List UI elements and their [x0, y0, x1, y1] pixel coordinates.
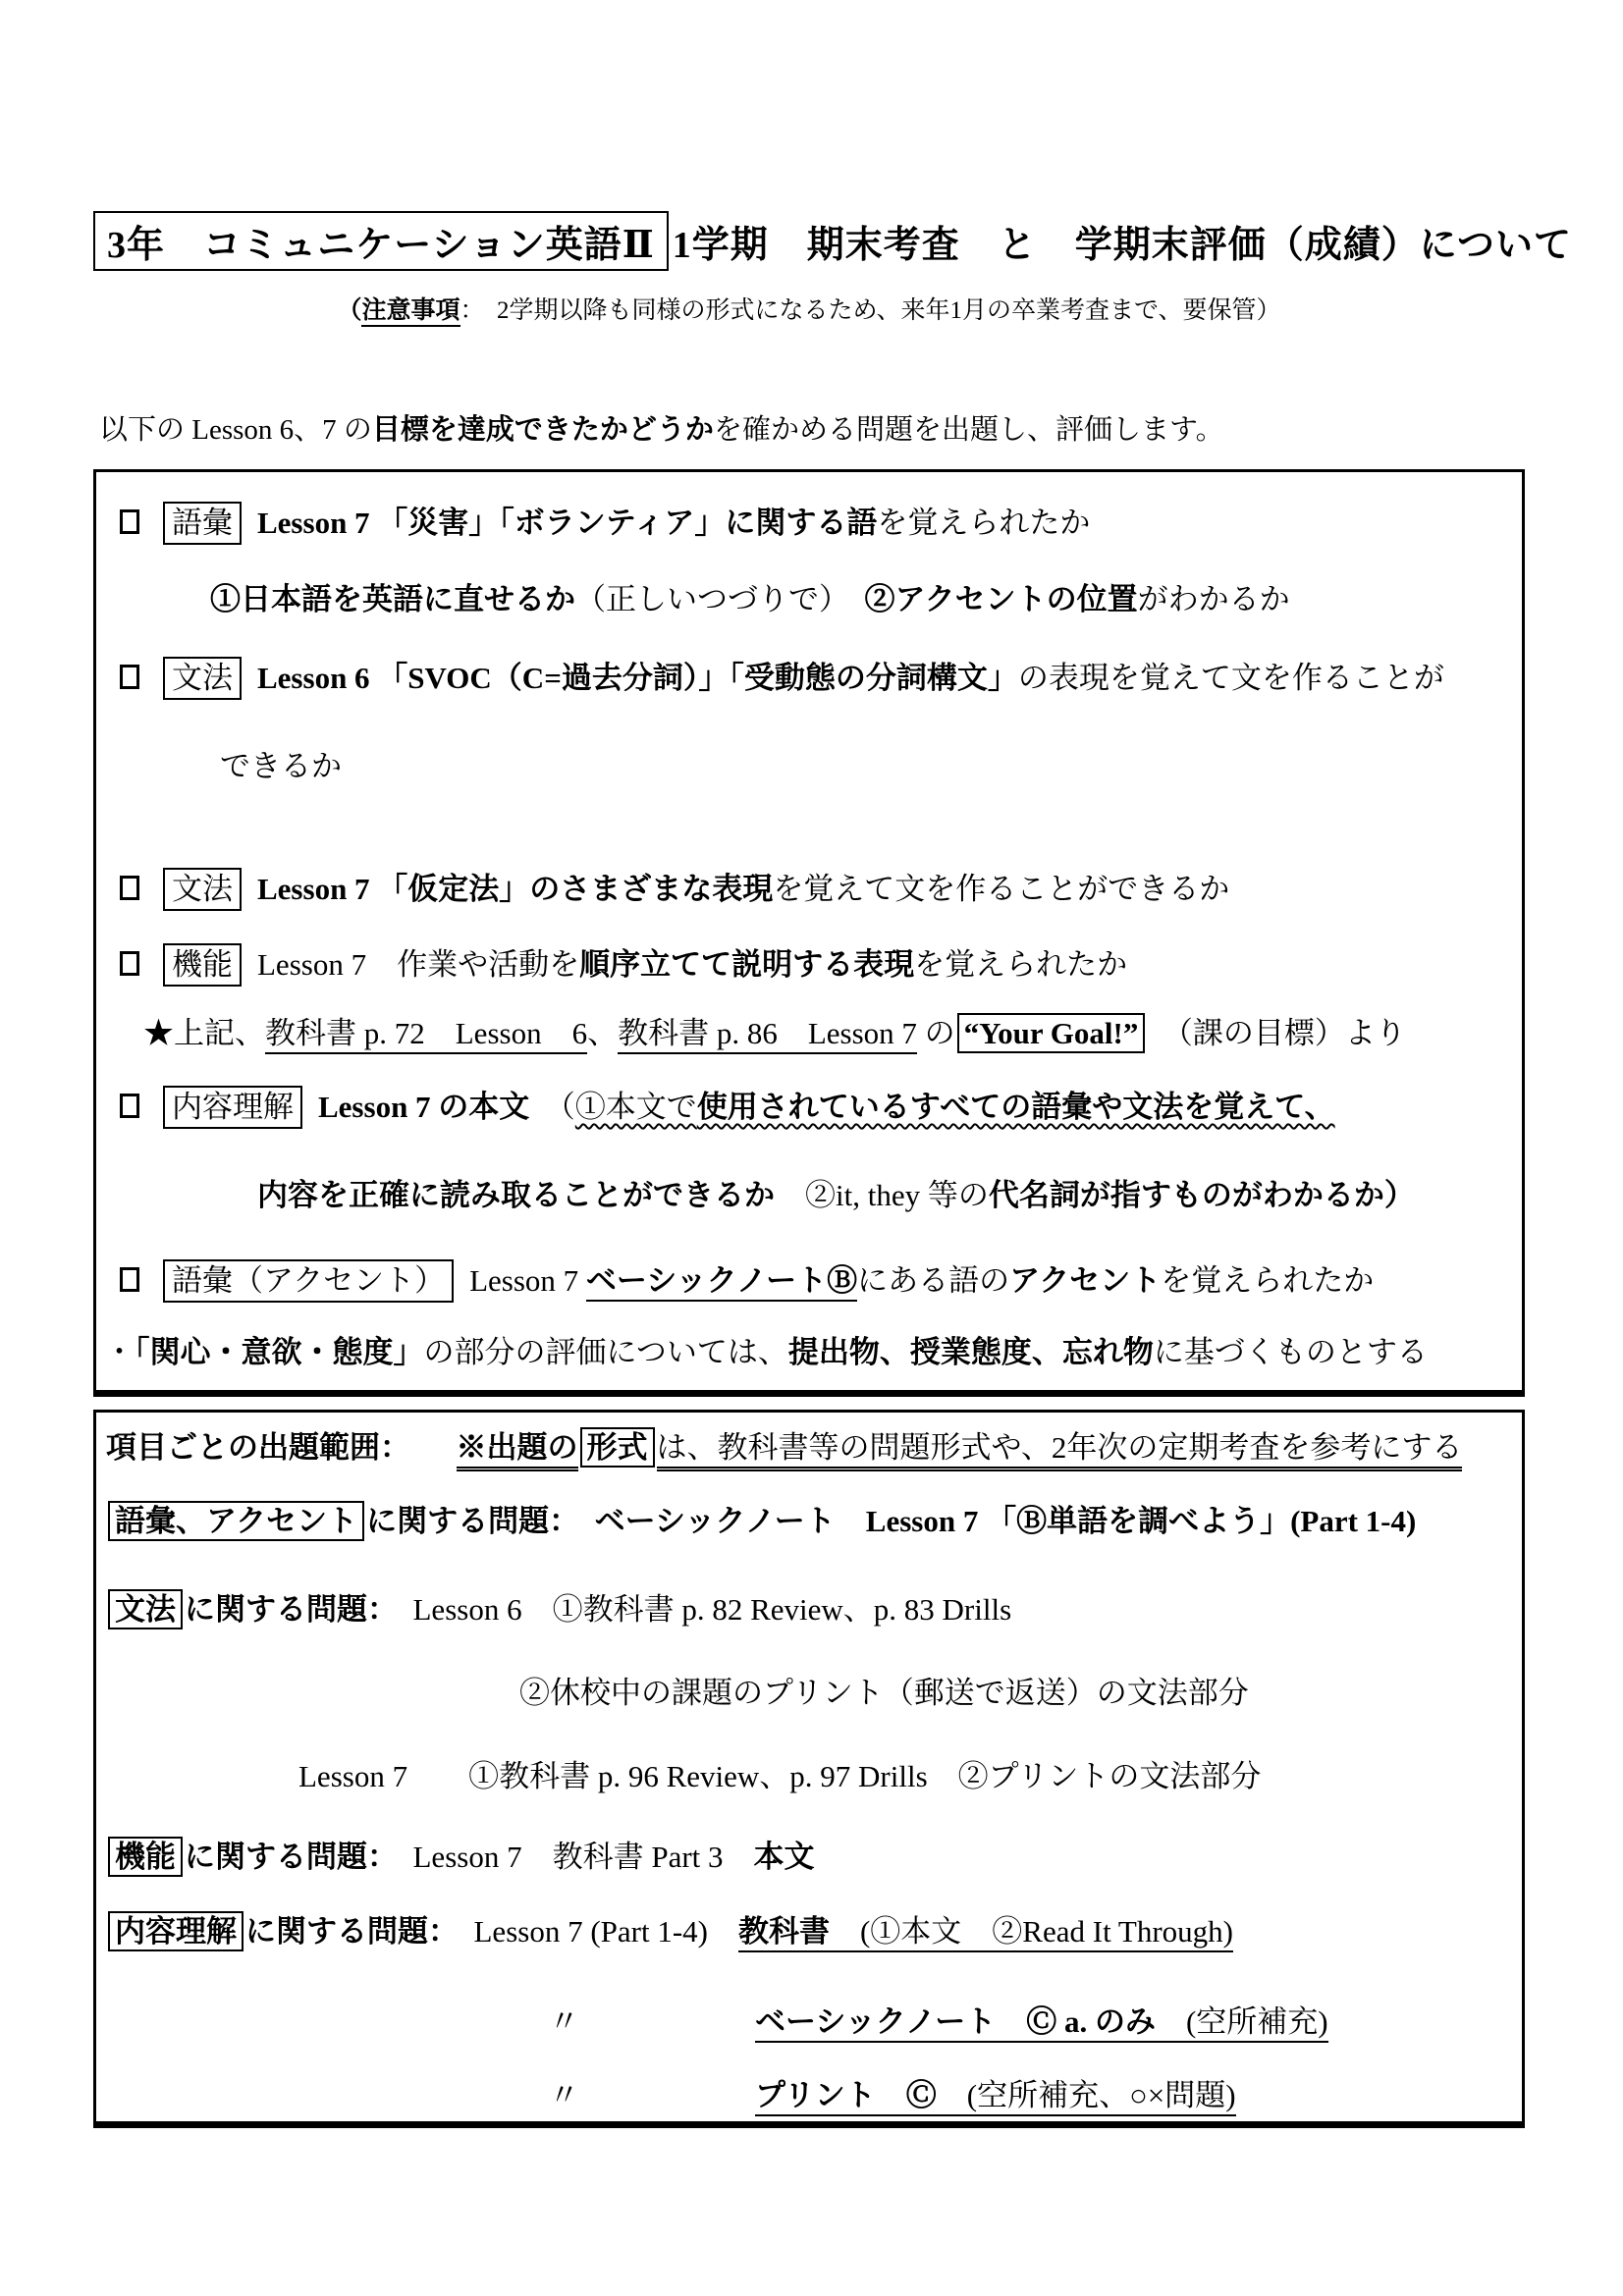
goal-row-grammar-lesson7	[102, 868, 1516, 911]
category-label-comprehension: 内容理解	[163, 1086, 302, 1129]
notice-line	[93, 294, 1525, 328]
scope-text	[106, 1430, 1462, 1465]
scope-box	[93, 1410, 1525, 2128]
goal-text	[318, 1090, 1335, 1124]
goal-text	[257, 506, 1090, 540]
scope-row-comprehension-print	[102, 2074, 1516, 2117]
text-segment: 提出物、授業態度、忘れ物	[787, 1335, 1154, 1369]
category-label-grammar: 文法	[163, 868, 242, 911]
text-segment: 機能	[108, 1837, 183, 1877]
text-segment: 使用されているすべての語彙や文法を覚えて、	[696, 1090, 1335, 1124]
goal-text	[257, 872, 1229, 906]
text-segment: 項目ごとの出題範囲：	[106, 1430, 396, 1465]
checkbox-icon	[120, 509, 139, 534]
scope-text	[106, 1592, 1011, 1627]
text-segment: 目標を達成できたかどうか	[371, 414, 714, 446]
text-segment: 文法	[108, 1589, 183, 1629]
goal-row-attitude-note	[102, 1331, 1516, 1374]
scope-text	[755, 2078, 1236, 2116]
goal-row-comprehension-cont	[102, 1174, 1516, 1217]
goal-text	[469, 1263, 1374, 1302]
text-segment: （正しいつづりで）	[575, 582, 865, 616]
text-segment: 、	[587, 1016, 619, 1050]
text-segment: “Your Goal!”	[957, 1013, 1146, 1053]
goal-row-source-note	[102, 1012, 1516, 1055]
scope-text	[755, 2004, 1328, 2043]
checkbox-icon	[120, 665, 139, 689]
text-segment: は、教科書等の問題形式や、2年次の定期考査を参考にする	[657, 1430, 1463, 1471]
text-segment: の部分の評価については、	[423, 1335, 788, 1369]
goal-row-grammar-lesson6	[102, 657, 1516, 700]
text-segment: ※出題の	[457, 1430, 578, 1471]
text-segment: を確かめる問題を出題し、評価します。	[713, 414, 1224, 446]
text-segment: Lesson 7 教科書 Part 3	[382, 1840, 754, 1874]
scope-row-grammar-lesson7	[102, 1755, 1516, 1798]
text-segment: （課の目標）より	[1147, 1016, 1406, 1050]
scope-row-comprehension-basic-note	[102, 2001, 1516, 2044]
text-segment: できるか	[220, 749, 342, 783]
text-segment: 内容理解	[108, 1911, 243, 1951]
text-segment: ・	[104, 1335, 135, 1369]
checkbox-icon	[120, 876, 139, 900]
category-label-function: 機能	[163, 943, 242, 987]
text-segment: 内容を正確に読み取ることができるか	[257, 1178, 775, 1212]
text-segment: ②it, they 等の	[775, 1178, 989, 1212]
text-segment: 「関心・意欲・態度」	[135, 1335, 424, 1369]
text-segment: 教科書 p. 72 Lesson 6	[265, 1016, 587, 1054]
text-segment: 教科書	[738, 1914, 830, 1952]
scope-text	[106, 1914, 1233, 1949]
goal-text	[257, 947, 1127, 982]
notice-open-paren: （	[337, 297, 362, 324]
text-segment: 語彙、アクセント	[108, 1501, 364, 1541]
scope-text	[106, 1840, 815, 1874]
category-label-grammar: 文法	[163, 657, 242, 700]
text-segment: (①本文 ②Read It Through)	[830, 1914, 1233, 1952]
scope-row-grammar	[102, 1588, 1516, 1631]
ditto-mark: 〃	[549, 2004, 579, 2039]
text-segment: を覚えて文を作ることができるか	[773, 872, 1230, 906]
category-label-vocabulary-accent: 語彙（アクセント）	[163, 1259, 454, 1303]
text-segment: を覚えられたか	[1161, 1263, 1375, 1298]
text-segment: Lesson 7 作業や活動を	[257, 947, 580, 982]
ditto-mark: 〃	[549, 2078, 579, 2112]
text-segment: に関する問題：	[185, 1840, 383, 1874]
goal-row-comprehension	[102, 1086, 1516, 1129]
text-segment: Lesson 7 (Part 1-4)	[443, 1914, 738, 1949]
scope-row-grammar-homework	[102, 1672, 1516, 1715]
text-segment: ★上記、	[143, 1016, 265, 1050]
goal-text	[143, 1016, 1406, 1050]
text-segment: 代名詞が指すものがわかるか）	[988, 1178, 1415, 1212]
text-segment: Lesson 7 の本文	[318, 1090, 530, 1124]
scope-row-comprehension	[102, 1910, 1516, 1953]
goal-row-vocabulary	[102, 502, 1516, 545]
goal-text	[210, 582, 1290, 616]
scope-text	[298, 1759, 1261, 1793]
scope-row-function	[102, 1836, 1516, 1879]
text-segment: ①日本語を英語に直せるか	[210, 582, 575, 616]
goal-text	[257, 661, 1444, 695]
text-segment: ①本文で	[574, 1090, 697, 1124]
text-segment: (空所補充、○×問題)	[937, 2078, 1236, 2116]
text-segment: Lesson 7 「災害」「ボランティア」に関する語	[257, 506, 878, 540]
text-segment: の表現を覚えて文を作ることが	[1017, 661, 1444, 695]
text-segment: を覚えられたか	[914, 947, 1128, 982]
document-title	[93, 211, 1572, 271]
checkbox-icon	[120, 1094, 139, 1118]
scope-text	[519, 1676, 1249, 1710]
goal-row-vocabulary-detail	[102, 578, 1516, 621]
text-segment: に関する問題：	[185, 1592, 383, 1627]
text-segment: がわかるか	[1137, 582, 1290, 616]
scope-text	[106, 1504, 1416, 1538]
text-segment: ベーシックノート Ⓒ a. のみ	[755, 2004, 1156, 2043]
text-segment: ②休校中の課題のプリント（郵送で返送）の文法部分	[519, 1676, 1249, 1710]
text-segment: 本文	[753, 1840, 815, 1874]
text-segment: ベーシックノート Lesson 7 「Ⓑ単語を調べよう」(Part 1-4)	[564, 1504, 1417, 1538]
goal-row-vocabulary-accent	[102, 1259, 1516, 1303]
title-rest: 1学期 期末考査 と 学期末評価（成績）について	[672, 225, 1572, 266]
text-segment: Lesson 7 ①教科書 p. 96 Review、p. 97 Drills ②プリントの文法部分	[298, 1759, 1262, 1793]
text-segment: (空所補充)	[1156, 2004, 1328, 2043]
intro-sentence	[93, 410, 1525, 450]
text-segment: に関する問題：	[245, 1914, 444, 1949]
title-grade-subject: 3年 コミュニケーション英語Ⅱ	[93, 211, 669, 271]
text-segment: の	[916, 1016, 955, 1050]
text-segment	[396, 1430, 457, 1465]
checkbox-icon	[120, 951, 139, 976]
text-segment: Lesson 7	[469, 1263, 586, 1298]
text-segment: にある語の	[857, 1263, 1010, 1298]
text-segment: ②アクセントの位置	[864, 582, 1138, 616]
checkbox-icon	[120, 1267, 139, 1292]
goal-text	[257, 1178, 1415, 1212]
goal-row-function	[102, 943, 1516, 987]
goal-row-grammar-lesson6-cont	[102, 745, 1516, 788]
text-segment: に基づくものとする	[1153, 1335, 1428, 1369]
text-segment: アクセント	[1009, 1263, 1162, 1298]
text-segment: 順序立てて説明する表現	[579, 947, 915, 982]
scope-row-vocab-accent	[102, 1500, 1516, 1543]
scope-header-row	[102, 1426, 1516, 1469]
text-segment: プリント Ⓒ	[755, 2078, 937, 2116]
text-segment: に関する問題：	[366, 1504, 565, 1538]
text-segment: Lesson 6 「SVOC（C=過去分詞）」「受動態の分詞構文」	[257, 661, 1018, 695]
text-segment: 形式	[580, 1427, 655, 1468]
goal-text	[104, 1335, 1428, 1369]
text-segment: 以下の Lesson 6、7 の	[99, 414, 372, 446]
goals-box	[93, 469, 1525, 1397]
text-segment: Lesson 7 「仮定法」のさまざまな表現	[257, 872, 774, 906]
category-label-vocabulary: 語彙	[163, 502, 242, 545]
text-segment: Lesson 6 ①教科書 p. 82 Review、p. 83 Drills	[382, 1592, 1012, 1627]
text-segment: （	[529, 1090, 575, 1124]
notice-label: 注意事項	[361, 297, 460, 327]
text-segment: 教科書 p. 86 Lesson 7	[618, 1016, 917, 1054]
goal-text	[220, 749, 342, 783]
notice-text: ： 2学期以降も同様の形式になるため、来年1月の卒業考査まで、要保管）	[460, 297, 1281, 324]
document-page	[93, 211, 1572, 2128]
text-segment: ベーシックノートⒷ	[586, 1263, 857, 1302]
text-segment: を覚えられたか	[877, 506, 1091, 540]
